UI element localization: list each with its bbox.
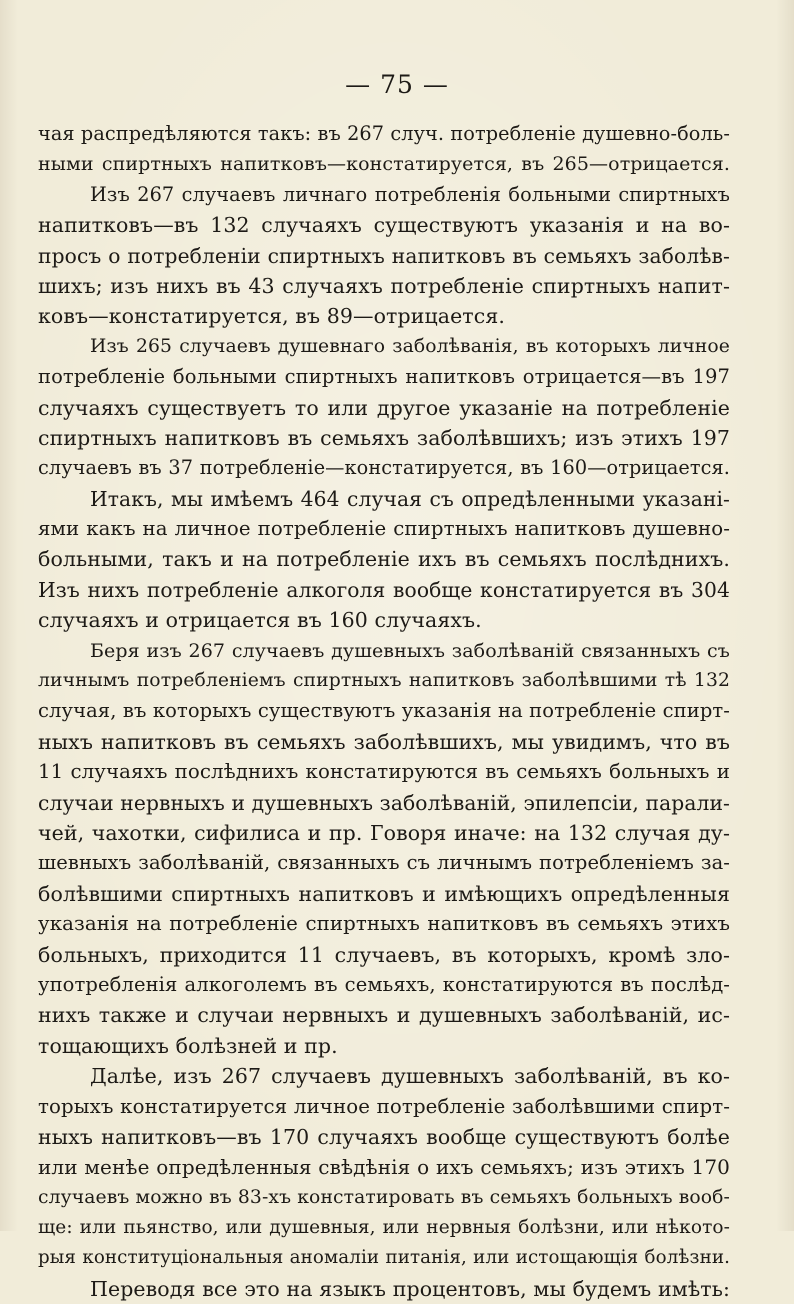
text-line: ще: или пьянство, или душевныя, или нервныя болѣзни, или нѣкото- [38, 1217, 730, 1239]
text-line: ныхъ напитковъ—въ 170 случаяхъ вообще существуютъ болѣе [38, 1124, 730, 1149]
text-line: просъ о потребленіи спиртныхъ напитковъ въ семьяхъ заболѣв- [38, 243, 730, 268]
text-line: случаяхъ и отрицается въ 160 случаяхъ. [38, 608, 482, 633]
text-line: употребленія алкоголемъ въ семьяхъ, констатируются въ послѣд- [38, 972, 730, 996]
text-line: личнымъ потребленіемъ спиртныхъ напитковъ заболѣвшими тѣ 132 [38, 670, 730, 692]
text-line: торыхъ констатируется личное потребленіе заболѣвшими спирт- [38, 1094, 730, 1118]
text-line: больными, такъ и на потребленіе ихъ въ семьяхъ послѣднихъ. [38, 547, 730, 572]
text-line: Изъ 265 случаевъ душевнаго заболѣванія, въ которыхъ личное [90, 335, 730, 357]
text-line: Итакъ, мы имѣемъ 464 случая съ опредѣленными указані- [90, 486, 730, 511]
page-number: — 75 — [345, 70, 449, 99]
text-line: шихъ; изъ нихъ въ 43 случаяхъ потребленіе спиртныхъ напит- [38, 273, 730, 298]
text-line: спиртныхъ напитковъ въ семьяхъ заболѣвшихъ; изъ этихъ 197 [38, 425, 730, 450]
text-line: Изъ нихъ потребленіе алкоголя вообще констатируется въ 304 [38, 577, 730, 602]
text-line: чая распредѣляются такъ: въ 267 случ. потребленіе душевно-боль- [38, 122, 730, 145]
text-line: нихъ также и случаи нервныхъ и душевныхъ заболѣваній, ис- [38, 1003, 730, 1028]
text-line: шевныхъ заболѣваній, связанныхъ съ личнымъ потребленіемъ за- [38, 851, 730, 875]
text-line: Переводя все это на языкъ процентовъ, мы будемъ имѣть: [90, 1276, 730, 1301]
text-line: рыя конституціональныя аномаліи питанія, или истощающія болѣзни. [38, 1247, 730, 1269]
text-line: болѣвшими спиртныхъ напитковъ и имѣющихъ опредѣленныя [38, 881, 730, 906]
text-line: напитковъ—въ 132 случаяхъ существуютъ указанія и на во- [38, 213, 730, 238]
text-line: указанія на потребленіе спиртныхъ напитковъ въ семьяхъ этихъ [38, 912, 730, 936]
text-line: тощающихъ болѣзней и пр. [38, 1033, 338, 1058]
text-line: или менѣе опредѣленныя свѣдѣнія о ихъ семьяхъ; изъ этихъ 170 [38, 1155, 730, 1180]
text-line: Беря изъ 267 случаевъ душевныхъ заболѣваній связанныхъ съ [90, 639, 730, 662]
text-line: случаи нервныхъ и душевныхъ заболѣваній, эпилепсіи, парали- [38, 790, 730, 815]
body-text [38, 119, 730, 1304]
text-line: ями какъ на личное потребленіе спиртныхъ напитковъ душевно- [38, 517, 730, 541]
text-line: потребленіе больными спиртныхъ напитковъ отрицается—въ 197 [38, 365, 730, 389]
text-line: ковъ—констатируется, въ 89—отрицается. [38, 304, 505, 329]
text-line: случаевъ можно въ 83-хъ констатировать въ семьяхъ больныхъ вооб- [38, 1186, 730, 1208]
text-line: чей, чахотки, сифилиса и пр. Говоря иначе: на 132 случая ду- [38, 820, 730, 845]
text-line: Далѣе, изъ 267 случаевъ душевныхъ заболѣваній, въ ко- [90, 1064, 730, 1089]
text-line: Изъ 267 случаевъ личнаго потребленія больными спиртныхъ [90, 182, 730, 206]
text-line: случая, въ которыхъ существуютъ указанія на потребленіе спирт- [38, 699, 730, 723]
text-line: случаевъ въ 37 потребленіе—констатируется, въ 160—отрицается. [38, 456, 730, 480]
text-line: ными спиртныхъ напитковъ—констатируется, въ 265—отрицается. [38, 153, 730, 176]
text-line: ныхъ напитковъ въ семьяхъ заболѣвшихъ, мы увидимъ, что въ [38, 729, 730, 754]
text-line: 11 случаяхъ послѣднихъ констатируются въ семьяхъ больныхъ и [38, 760, 730, 784]
text-line: больныхъ, приходится 11 случаевъ, въ которыхъ, кромѣ зло- [38, 942, 730, 967]
text-line: случаяхъ существуетъ то или другое указаніе на потребленіе [38, 395, 730, 420]
